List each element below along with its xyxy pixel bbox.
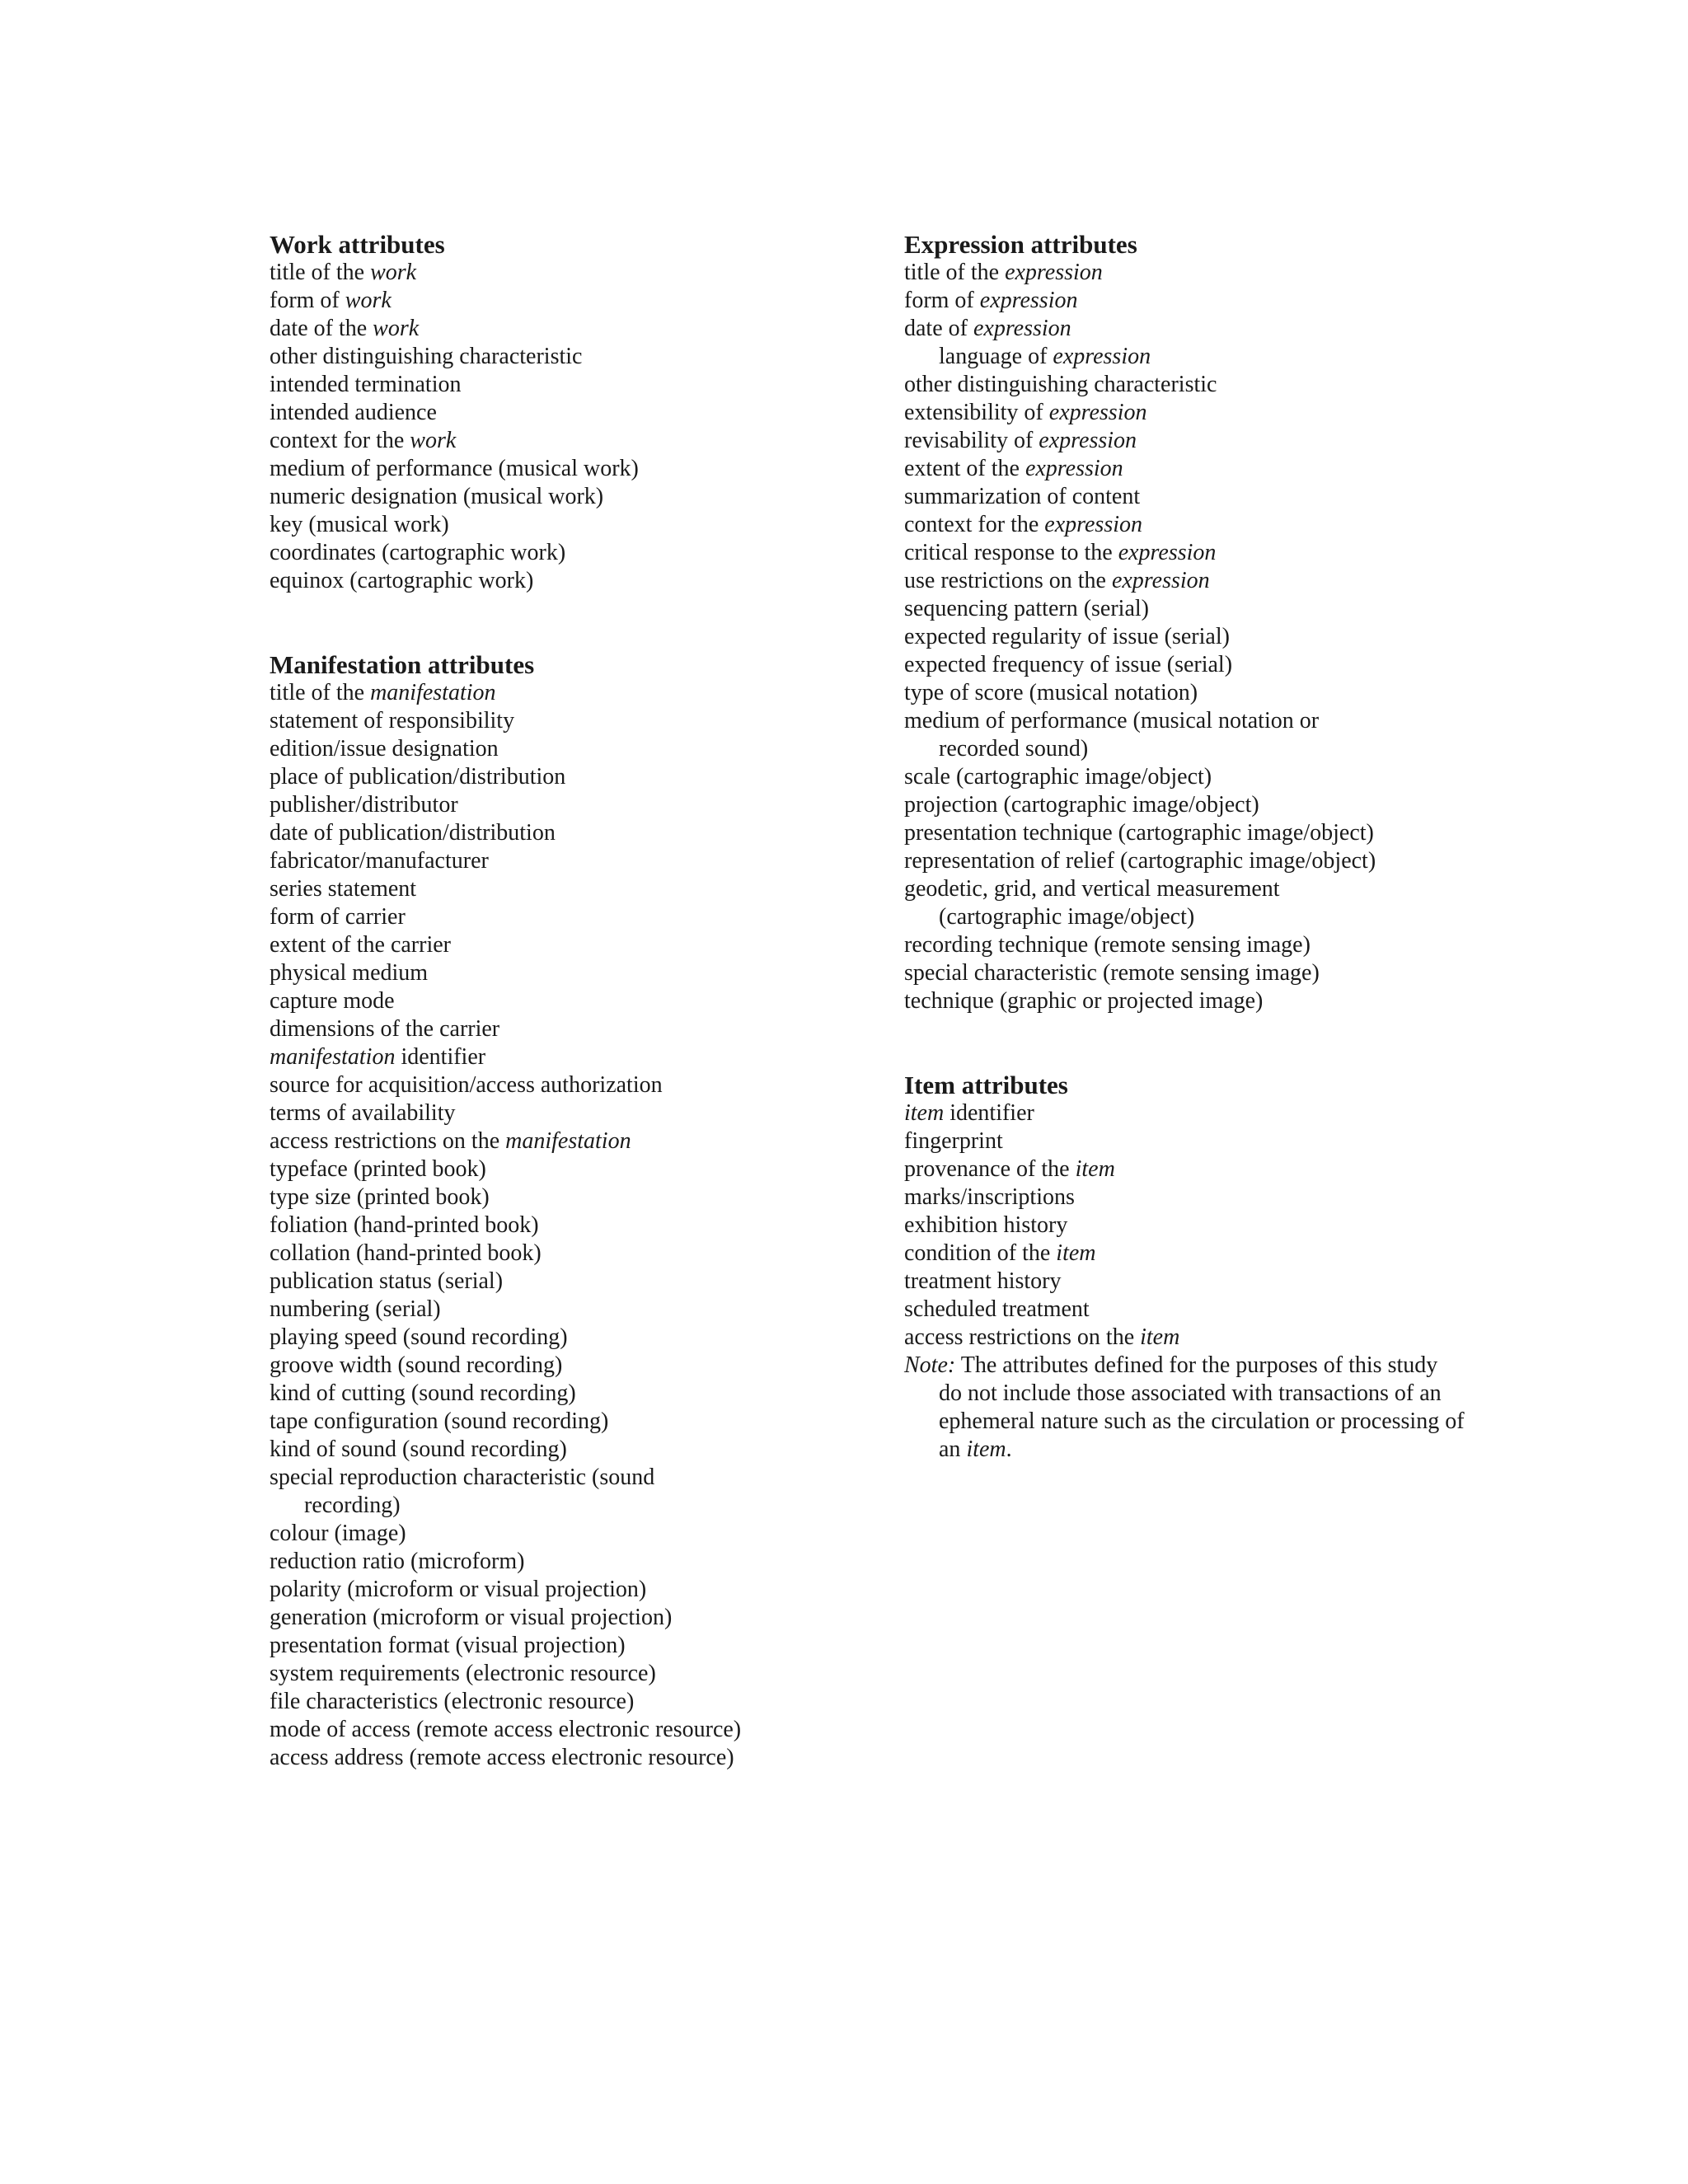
section-title: Expression attributes — [904, 230, 1137, 259]
attribute-item: title of the work — [270, 260, 417, 285]
attribute-item: collation (hand-printed book) — [270, 1240, 542, 1266]
attribute-item: date of the work — [270, 316, 420, 341]
attribute-item: access restrictions on the manifestation — [270, 1128, 631, 1154]
attribute-item: edition/issue designation — [270, 736, 499, 762]
attribute-item: extent of the carrier — [270, 932, 451, 958]
attribute-item: summarization of content — [904, 484, 1141, 509]
attribute-item: polarity (microform or visual projection) — [270, 1577, 647, 1602]
attribute-item: tape configuration (sound recording) — [270, 1408, 609, 1434]
attribute-item: title of the manifestation — [270, 680, 496, 705]
attribute-item: fabricator/manufacturer — [270, 848, 489, 874]
attribute-item: numeric designation (musical work) — [270, 484, 604, 509]
attribute-item: critical response to the expression — [904, 540, 1217, 565]
attribute-item: presentation format (visual projection) — [270, 1633, 626, 1658]
attribute-item: context for the work — [270, 428, 457, 453]
attribute-item: physical medium — [270, 960, 429, 986]
attribute-item: provenance of the item — [904, 1156, 1115, 1182]
attribute-item: terms of availability — [270, 1100, 456, 1126]
attribute-item: recording technique (remote sensing image) — [904, 932, 1311, 958]
attribute-item: capture mode — [270, 988, 395, 1014]
item-note: Note: The attributes defined for the purposes of this study do not include those associated with transactions of an ephemeral nature such as the circulation or processing of an item. — [904, 1352, 1465, 1462]
attribute-item: presentation technique (cartographic image/object) — [904, 820, 1374, 846]
attribute-item: file characteristics (electronic resource) — [270, 1689, 635, 1714]
section-title: Work attributes — [270, 230, 445, 259]
attribute-item: extensibility of expression — [904, 400, 1147, 425]
attribute-item: projection (cartographic image/object) — [904, 792, 1259, 818]
attribute-item: special reproduction characteristic (sound recording) — [270, 1465, 655, 1518]
attribute-item: access address (remote access electronic resource) — [270, 1745, 734, 1770]
attribute-item: sequencing pattern (serial) — [904, 596, 1149, 621]
attribute-item: revisability of expression — [904, 428, 1137, 453]
attribute-item: date of expression — [904, 316, 1071, 341]
attribute-item: geodetic, grid, and vertical measurement (cartographic image/object) — [904, 876, 1280, 930]
item-attributes-section — [904, 1071, 1531, 1464]
attribute-item: source for acquisition/access authorization — [270, 1072, 663, 1098]
attribute-item: condition of the item — [904, 1240, 1096, 1266]
attribute-item: groove width (sound recording) — [270, 1352, 563, 1378]
attribute-item: scale (cartographic image/object) — [904, 764, 1212, 790]
attribute-item: mode of access (remote access electronic resource) — [270, 1717, 742, 1742]
attribute-item: foliation (hand-printed book) — [270, 1212, 539, 1238]
attribute-item: extent of the expression — [904, 456, 1123, 481]
attribute-item: colour (image) — [270, 1521, 406, 1546]
attribute-list — [270, 679, 896, 1772]
attribute-item: other distinguishing characteristic — [904, 372, 1217, 397]
attribute-item: publisher/distributor — [270, 792, 458, 818]
attribute-item: form of work — [270, 288, 392, 313]
attribute-item: treatment history — [904, 1268, 1062, 1294]
attribute-item: place of publication/distribution — [270, 764, 566, 790]
attribute-item: marks/inscriptions — [904, 1184, 1075, 1210]
expression-attributes-section — [904, 231, 1531, 1015]
attribute-item: statement of responsibility — [270, 708, 515, 733]
attribute-item: language of expression — [939, 344, 1151, 369]
attribute-item: fingerprint — [904, 1128, 1003, 1154]
section-title: Manifestation attributes — [270, 650, 535, 679]
attribute-item: typeface (printed book) — [270, 1156, 486, 1182]
attribute-item: kind of cutting (sound recording) — [270, 1380, 576, 1406]
manifestation-attributes-section — [270, 651, 896, 1772]
attribute-item: form of expression — [904, 288, 1078, 313]
attribute-item: system requirements (electronic resource) — [270, 1661, 656, 1686]
left-column — [270, 231, 896, 1772]
attribute-list — [270, 259, 896, 595]
right-column — [904, 231, 1531, 1464]
attribute-item: key (musical work) — [270, 512, 449, 537]
attribute-item: kind of sound (sound recording) — [270, 1436, 567, 1462]
attribute-item: numbering (serial) — [270, 1296, 441, 1322]
attribute-item: technique (graphic or projected image) — [904, 988, 1264, 1014]
attribute-item: dimensions of the carrier — [270, 1016, 500, 1042]
attribute-item: title of the expression — [904, 260, 1103, 285]
attribute-item: coordinates (cartographic work) — [270, 540, 566, 565]
attribute-item: type of score (musical notation) — [904, 680, 1198, 705]
attribute-item: access restrictions on the item — [904, 1324, 1180, 1350]
attribute-item: manifestation identifier — [270, 1044, 486, 1070]
attribute-item: series statement — [270, 876, 417, 902]
attribute-item: playing speed (sound recording) — [270, 1324, 568, 1350]
attribute-item: exhibition history — [904, 1212, 1068, 1238]
attribute-item: scheduled treatment — [904, 1296, 1090, 1322]
attribute-item: publication status (serial) — [270, 1268, 504, 1294]
attribute-item: form of carrier — [270, 904, 406, 930]
attribute-item: reduction ratio (microform) — [270, 1549, 525, 1574]
attribute-item: representation of relief (cartographic image/object) — [904, 848, 1376, 874]
attribute-item: expected regularity of issue (serial) — [904, 624, 1230, 649]
attribute-item: item identifier — [904, 1100, 1034, 1126]
attribute-list — [904, 259, 1531, 1015]
attribute-item: medium of performance (musical notation or recorded sound) — [904, 708, 1320, 762]
section-title: Item attributes — [904, 1071, 1068, 1099]
attribute-item: use restrictions on the expression — [904, 568, 1210, 593]
attribute-item: equinox (cartographic work) — [270, 568, 534, 593]
attribute-item: context for the expression — [904, 512, 1142, 537]
attribute-item: medium of performance (musical work) — [270, 456, 639, 481]
attribute-item: type size (printed book) — [270, 1184, 490, 1210]
attribute-item: expected frequency of issue (serial) — [904, 652, 1233, 677]
attribute-list — [904, 1099, 1531, 1464]
attribute-item: date of publication/distribution — [270, 820, 556, 846]
attribute-item: generation (microform or visual projection) — [270, 1605, 673, 1630]
attribute-item: intended termination — [270, 372, 462, 397]
work-attributes-section — [270, 231, 896, 595]
attribute-item: intended audience — [270, 400, 437, 425]
attribute-item: special characteristic (remote sensing image) — [904, 960, 1320, 986]
attribute-item: other distinguishing characteristic — [270, 344, 583, 369]
note-label: Note: — [904, 1352, 956, 1378]
